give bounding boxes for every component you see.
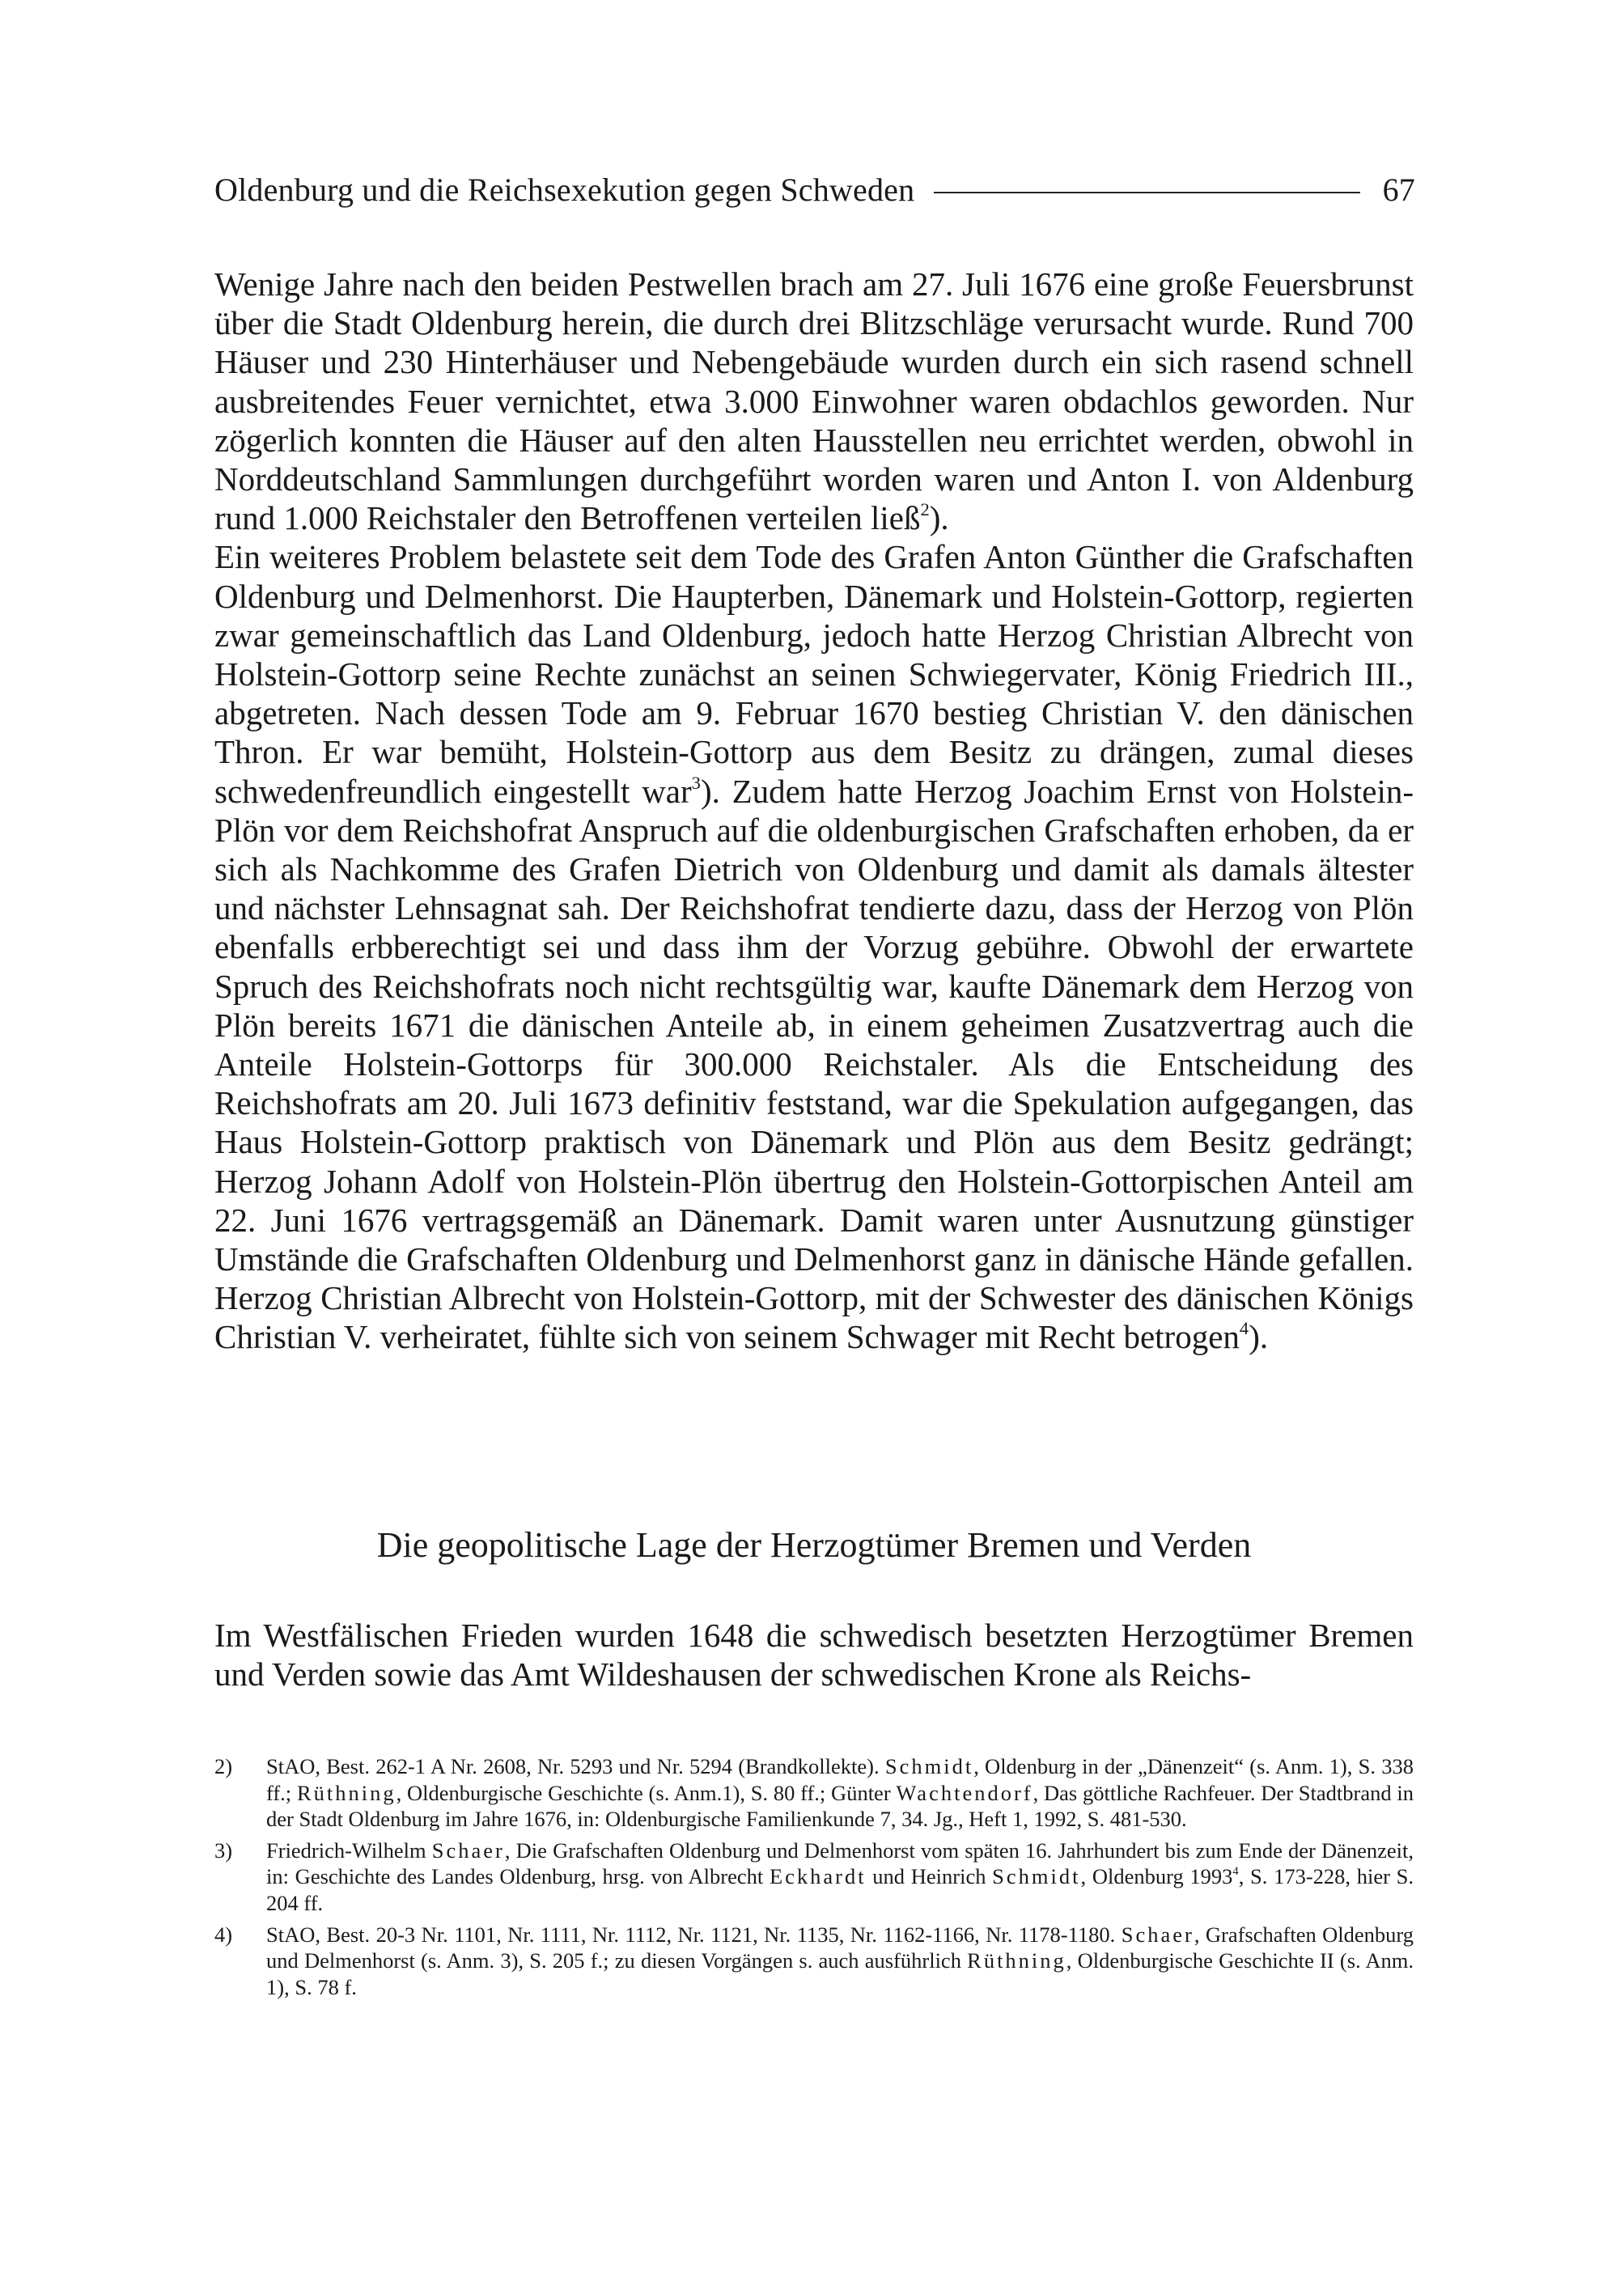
footnote-part: , Oldenburg 1993 xyxy=(1080,1864,1233,1889)
footnote-part: StAO, Best. 20-3 Nr. 1101, Nr. 1111, Nr. 1112, Nr. 1121, Nr. 1135, Nr. 1162-1166, Nr. 1178-1180. xyxy=(266,1922,1122,1947)
section-heading: Die geopolitische Lage der Herzogtümer Bremen und Verden xyxy=(376,1525,1252,1565)
paragraph-inheritance xyxy=(214,537,1414,1356)
header-rule xyxy=(934,192,1359,193)
author-name: Rüthning xyxy=(967,1948,1066,1973)
section-text xyxy=(214,1616,1414,1693)
paragraph-westphalia: Im Westfälischen Frieden wurden 1648 die schwedisch besetzten Herzogtümer Bremen und Verden sowie das Amt Wildeshausen der schwedischen Krone als Reichs- xyxy=(214,1617,1414,1693)
author-name: Schaer xyxy=(1121,1922,1194,1947)
running-header xyxy=(214,167,1415,212)
footnote-part: , S. 173-228, hier S. 204 ff. xyxy=(266,1864,1414,1915)
main-text xyxy=(214,265,1414,1357)
author-name: Schmidt xyxy=(884,1754,974,1778)
page-number: 67 xyxy=(1382,171,1415,208)
footnote-ref: 3 xyxy=(691,772,701,793)
footnote-text xyxy=(266,1753,1414,1833)
footnote-part: , Oldenburgische Geschichte (s. Anm.1), S. 80 ff.; Günter xyxy=(396,1780,897,1805)
footnote-ref: 4 xyxy=(1239,1318,1249,1339)
footnote-text xyxy=(266,1837,1414,1917)
footnote-number: 2) xyxy=(214,1754,233,1778)
footnote-part: und Heinrich xyxy=(866,1864,993,1889)
footnote-part: , Das göttliche Rachfeuer. Der Stadtbrand in der Stadt Oldenburg im Jahre 1676, in: Oldenburgische Familienkunde 7, 34. Jg., Heft 1, 1992, S. 481-530. xyxy=(266,1780,1414,1832)
paragraph-text: ). Zudem hatte Herzog Joachim Ernst von Holstein-Plön vor dem Reichshofrat Anspruch auf die oldenburgischen Grafschaften erhoben, da er sich als Nachkomme des Grafen Dietrich von Oldenburg und damit als damals ältester und nächster Lehnsagnat sah. Der Reichshofrat tendierte dazu, dass der Herzog von Plön ebenfalls erbberechtigt sei und dass ihm der Vorzug gebühre. Obwohl der erwartete Spruch des Reichshofrats noch nicht rechtsgültig war, kaufte Dänemark dem Herzog von Plön bereits 1671 die dänischen Anteile ab, in einem geheimen Zusatzvertrag auch die Anteile Holstein-Gottorps für 300.000 Reichstaler. Als die Entscheidung des Reichshofrats am 20. Juli 1673 definitiv feststand, war die Spekulation aufgegangen, das Haus Holstein-Gottorp praktisch von Dänemark und Plön aus dem Besitz gedrängt; Herzog Johann Adolf von Holstein-Plön übertrug den Holstein-Gottorpischen Anteil am 22. Juni 1676 vertragsgemäß an Dänemark. Damit waren unter Ausnutzung günstiger Umstände die Grafschaften Oldenburg und Delmenhorst ganz in dänische Hände gefallen. Herzog Christian Albrecht von Holstein-Gottorp, mit der Schwester des dänischen Königs Christian V. verheiratet, fühlte sich von seinem Schwager mit Recht betrogen xyxy=(214,772,1414,1356)
author-name: Schmidt xyxy=(992,1864,1081,1889)
footnote-4 xyxy=(214,1922,1414,2001)
footnote-text xyxy=(266,1922,1414,2001)
footnote-part: , Oldenburgische Geschichte II (s. Anm. 1), S. 78 f. xyxy=(266,1948,1414,1999)
footnote-number: 4) xyxy=(214,1922,233,1947)
paragraph-text: Ein weiteres Problem belastete seit dem Tode des Grafen Anton Günther die Grafschaften Oldenburg und Delmenhorst. Die Haupterben, Dänemark und Holstein-Gottorp, regierten zwar gemeinschaftlich das Land Oldenburg, jedoch hatte Herzog Christian Albrecht von Holstein-Gottorp seine Rechte zunächst an seinen Schwiegervater, König Friedrich III., abgetreten. Nach dessen Tode am 9. Februar 1670 bestieg Christian V. den dänischen Thron. Er war bemüht, Holstein-Gottorp aus dem Besitz zu drängen, zumal dieses schwedenfreundlich eingestellt war xyxy=(214,538,1414,810)
footnote-number: 3) xyxy=(214,1837,233,1863)
footnote-part: , Grafschaften Oldenburg und Delmenhorst (s. Anm. 3), S. 205 f.; zu diesen Vorgängen s. auch ausführlich xyxy=(266,1922,1414,1973)
footnote-part: , Die Grafschaften Oldenburg und Delmenhorst vom späten 16. Jahrhundert bis zum Ende der Dänenzeit, in: Geschichte des Landes Oldenburg, hrsg. von Albrecht xyxy=(266,1837,1414,1889)
paragraph-text: Wenige Jahre nach den beiden Pestwellen brach am 27. Juli 1676 eine große Feuersbrunst über die Stadt Oldenburg herein, die durch drei Blitzschläge verursacht wurde. Rund 700 Häuser und 230 Hinterhäuser und Nebengebäude wurden durch ein sich rasend schnell ausbreitendes Feuer vernichtet, etwa 3.000 Einwohner waren obdachlos geworden. Nur zögerlich konnten die Häuser auf den alten Hausstellen neu errichtet werden, obwohl in Norddeutschland Sammlungen durchgeführt worden waren und Anton I. von Aldenburg rund 1.000 Reichstaler den Betroffenen verteilen ließ xyxy=(214,265,1414,537)
author-name: Wachtendorf xyxy=(896,1780,1033,1805)
paragraph-tail: ). xyxy=(1249,1318,1269,1356)
author-name: Schaer xyxy=(431,1837,505,1863)
paragraph-fire xyxy=(214,265,1414,537)
footnote-part: , Oldenburg in der „Dänenzeit“ (s. Anm. 1), S. 338 ff.; xyxy=(266,1754,1414,1805)
footnote-2 xyxy=(214,1753,1414,1833)
author-name: Rüthning xyxy=(296,1780,396,1805)
footnote-ref: 2 xyxy=(920,499,930,520)
edition-superscript: 4 xyxy=(1232,1865,1239,1879)
running-title: Oldenburg und die Reichsexekution gegen Schweden xyxy=(214,171,915,208)
footnotes xyxy=(214,1753,1414,2005)
paragraph-tail: ). xyxy=(929,499,949,537)
footnote-part: Friedrich-Wilhelm xyxy=(266,1837,432,1863)
author-name: Eckhardt xyxy=(769,1864,867,1889)
footnote-3 xyxy=(214,1837,1414,1917)
footnote-part: StAO, Best. 262-1 A Nr. 2608, Nr. 5293 und Nr. 5294 (Brandkollekte). xyxy=(266,1754,885,1778)
